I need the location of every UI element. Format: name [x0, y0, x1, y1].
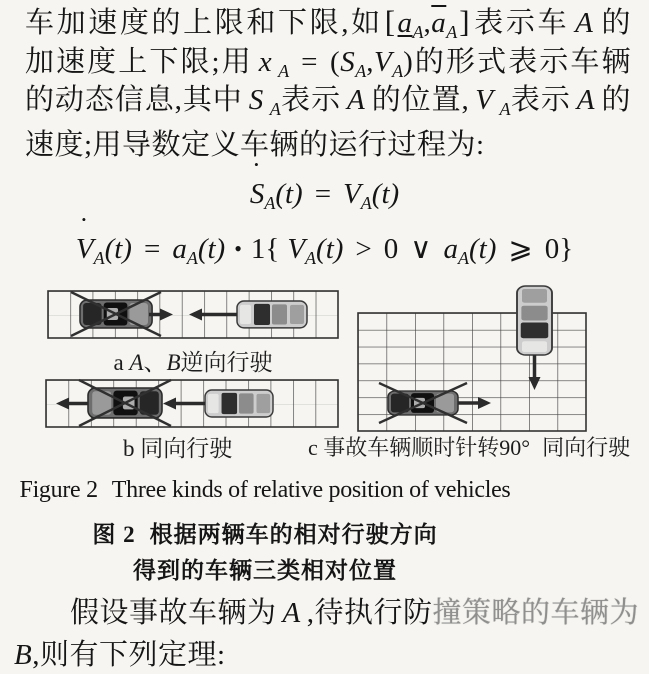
math-var-A: A [129, 350, 144, 375]
figure-caption-english [0, 477, 530, 504]
math-var-A: A [282, 597, 301, 629]
math-var-S: S [248, 84, 264, 116]
math-subscript: A [264, 193, 276, 213]
math-arg: (t) [316, 233, 344, 265]
text-run: 假设事故车辆为 [70, 597, 277, 629]
figure-caption-chinese-2 [0, 552, 530, 585]
body-text-line-1 [25, 3, 631, 42]
multiply-dot: • [234, 236, 242, 261]
body-text-line-2 [25, 43, 631, 81]
math-var-A: A [347, 84, 366, 116]
figure-caption-chinese-1 [0, 516, 530, 549]
text-run: 的 [601, 84, 631, 116]
caption-subfigure-b [123, 430, 232, 463]
math-arg: (t) [469, 233, 497, 265]
caption-text: 同向行驶 [542, 435, 631, 460]
figure-title: 得到的车辆三类相对位置 [133, 558, 397, 583]
right-bracket: ] [459, 4, 471, 39]
body-text-line-4 [25, 126, 631, 164]
math-subscript: A [186, 248, 198, 268]
logical-or-sign: ∨ [410, 233, 432, 265]
body-text-line-3 [25, 81, 631, 119]
figure-title: 根据两辆车的相对行驶方向 [149, 522, 438, 547]
math-subscript: A [278, 61, 290, 81]
vehicle-B-car-rotated [517, 286, 552, 355]
math-subscript: A [499, 99, 511, 119]
enum-comma: 、 [143, 350, 167, 375]
math-subscript: A [355, 61, 367, 81]
subfig-label: a [113, 350, 124, 375]
math-var-a-lower: a [397, 7, 413, 39]
math-subscript: A [446, 22, 458, 42]
body-text-line-5 [25, 594, 640, 632]
math-var-a: a [443, 233, 459, 265]
figure-title: Three kinds of relative position of vehicles [111, 477, 511, 503]
text-run: 表示 [510, 84, 571, 116]
text-run: 表示 [280, 84, 342, 116]
greater-than-sign: > [355, 233, 372, 265]
indicator-function: 1{ [250, 233, 280, 265]
text-run: 的动态信息,其中 [25, 84, 243, 116]
math-var-B: B [166, 350, 181, 375]
math-subscript: A [360, 193, 372, 213]
equals-sign: = [314, 178, 332, 210]
faded-text-run: 撞策略的车辆为 [432, 597, 640, 629]
math-subscript: A [93, 248, 105, 268]
text-run: 加速度上下限;用 [25, 46, 253, 78]
math-var-V: V [373, 46, 393, 78]
math-arg: (t) [371, 178, 400, 210]
subfigure-a [48, 291, 338, 338]
math-arg: (t) [197, 233, 226, 265]
math-var-a-upper: $\overline{a}$ [431, 7, 447, 39]
caption-text: 逆向行驶 [180, 350, 273, 375]
text-run: 速度;用导数定义车辆的运行过程为: [25, 129, 485, 161]
math-var-S: S [340, 46, 356, 78]
zero: 0 [383, 233, 399, 265]
math-var-B: B [14, 639, 33, 671]
text-run: ,则有下列定理: [32, 639, 226, 671]
caption-subfigure-c [308, 431, 630, 462]
math-var-V: V [287, 233, 306, 265]
text-run: 表示车 [472, 7, 570, 39]
equation-2 [0, 212, 649, 271]
comma: , [366, 46, 374, 78]
comma: , [423, 7, 432, 39]
caption-subfigure-a [48, 344, 338, 377]
dot-accent: • [81, 212, 87, 227]
subfigure-b [46, 380, 338, 427]
caption-text: 事故车辆顺时针转90° [323, 435, 531, 460]
math-var-x: x [258, 46, 273, 78]
right-brace: } [559, 233, 574, 265]
text-run: 的位置, [371, 84, 470, 116]
vehicle-B-car [205, 390, 273, 417]
figure-number: Figure 2 [19, 477, 98, 503]
figure-number: 图 2 [92, 522, 136, 547]
math-var-V: V [475, 84, 494, 116]
subfigure-c [358, 286, 586, 431]
math-arg: (t) [104, 233, 132, 265]
greater-equal-sign: ⩾ [508, 233, 533, 265]
math-subscript: A [412, 22, 424, 42]
math-var-V: V [343, 178, 361, 210]
equals-sign: = [301, 46, 319, 78]
equation-1 [0, 157, 649, 216]
dot-accent: • [254, 157, 259, 172]
math-subscript: A [392, 61, 404, 81]
math-subscript: A [458, 248, 470, 268]
subfig-label: b [123, 436, 135, 461]
text-run: 的形式表示车辆 [413, 46, 631, 78]
text-run: ,待执行防 [306, 597, 433, 629]
text-run: 车加速度的上限和下限,如 [25, 7, 383, 39]
text-run: 的 [599, 7, 631, 39]
zero: 0 [544, 233, 560, 265]
derivative-S: • S [249, 157, 265, 210]
equals-sign: = [143, 233, 161, 265]
math-subscript: A [269, 99, 281, 119]
math-var-A: A [576, 84, 596, 116]
subfig-label: c [308, 435, 318, 460]
vehicle-B-car [237, 301, 307, 328]
math-subscript: A [305, 248, 317, 268]
right-paren: ) [403, 46, 414, 78]
math-var-a: a [172, 233, 187, 265]
math-var-A: A [575, 7, 594, 39]
left-bracket: [ [384, 4, 396, 39]
math-arg: (t) [275, 178, 303, 210]
derivative-V: • V [75, 212, 94, 265]
left-paren: ( [330, 46, 341, 78]
caption-text: 同向行驶 [140, 436, 233, 461]
body-text-line-6 [14, 636, 631, 674]
